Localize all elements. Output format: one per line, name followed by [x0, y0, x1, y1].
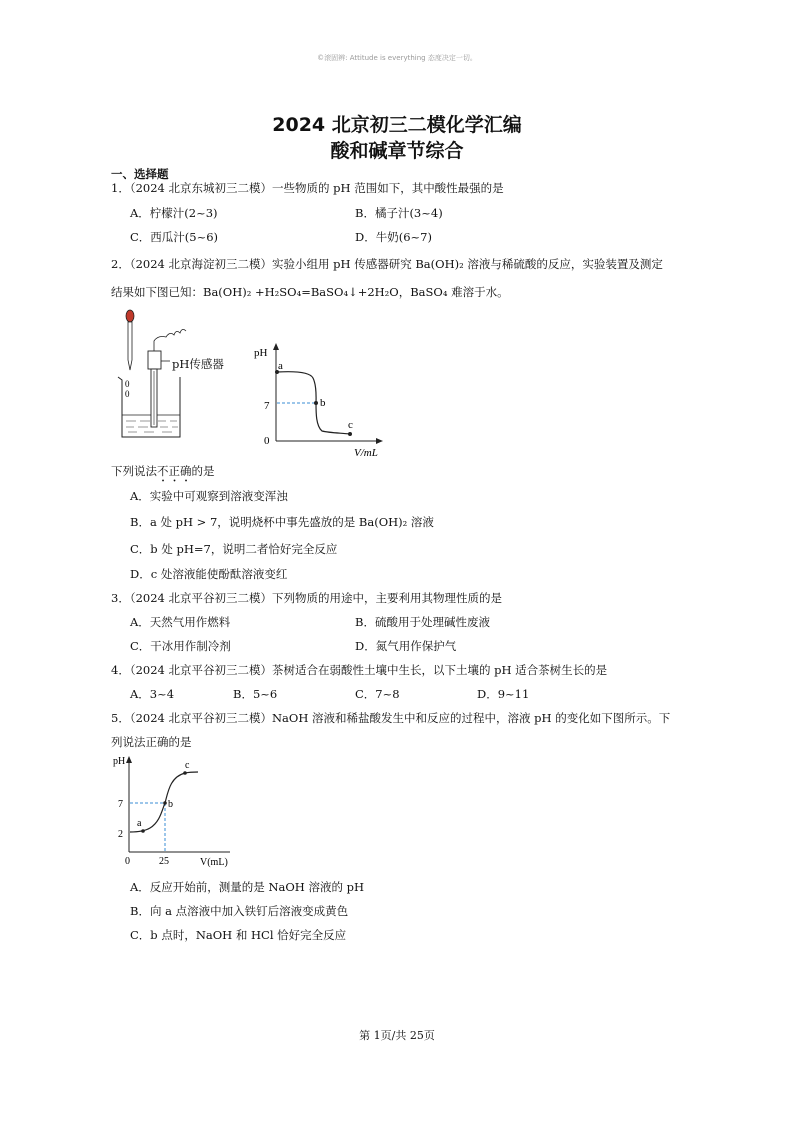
page-number: 第 1页/共 25页: [359, 1029, 435, 1042]
q2-lead-post: 的是: [191, 464, 215, 478]
origin-label: 0: [125, 856, 130, 867]
q4-option-c: C．7~8: [355, 687, 400, 701]
ph-sensor-label: pH传感器: [172, 357, 224, 371]
apparatus-figure: [108, 305, 248, 445]
q4-option-d: D．9~11: [477, 687, 530, 701]
point-b: [163, 801, 167, 805]
q5-stem-line2: 列说法正确的是: [111, 735, 192, 749]
section-heading: 一、选择题: [111, 167, 169, 181]
q4-option-a: A．3~4: [130, 687, 175, 701]
x-axis-label: V/mL: [354, 447, 378, 459]
q4-option-b: B．5~6: [233, 687, 278, 701]
q2-stem-line1: 2．（2024 北京海淀初三二模）实验小组用 pH 传感器研究 Ba(OH)₂ 溶液与稀硫酸的反应，实验装置及测定: [111, 257, 663, 271]
q3-stem: 3．（2024 北京平谷初三二模）下列物质的用途中，主要利用其物理性质的是: [111, 591, 502, 605]
tick-7: 7: [118, 799, 123, 810]
q2-lead-emphasis: 不正确: [157, 464, 192, 478]
point-b: [314, 401, 318, 405]
dropper-tube: [128, 322, 132, 370]
tick-2: 2: [118, 829, 123, 840]
q2-option-b: B．a 处 pH > 7，说明烧杯中事先盛放的是 Ba(OH)₂ 溶液: [130, 515, 434, 529]
point-c-label: c: [185, 760, 190, 771]
svg-text:0: 0: [125, 389, 130, 399]
point-b-label: b: [168, 799, 173, 810]
page-subtitle: 酸和碱章节综合: [330, 140, 464, 162]
q1-option-a: A．柠檬汁(2~3): [130, 206, 218, 220]
q2-ph-graph: [250, 338, 390, 460]
point-c: [183, 771, 187, 775]
q3-option-a: A．天然气用作燃料: [130, 615, 231, 629]
point-a: [141, 829, 145, 833]
tick-25: 25: [159, 856, 169, 867]
q5-ph-graph: [110, 752, 250, 870]
y-axis-label: pH: [113, 756, 126, 767]
point-c-label: c: [348, 419, 353, 431]
dropper-bulb: [126, 310, 134, 322]
x-axis-label: V(mL): [200, 857, 228, 868]
point-a-label: a: [137, 818, 142, 829]
q2-stem-line2: 结果如下图已知：Ba(OH)₂ +H₂SO₄=BaSO₄↓+2H₂O，BaSO₄ 难溶于水。: [111, 285, 509, 299]
point-a-label: a: [278, 360, 283, 372]
point-c: [348, 432, 352, 436]
q1-option-c: C．西瓜汁(5~6): [130, 230, 219, 244]
q3-option-c: C．干冰用作制冷剂: [130, 639, 231, 653]
q1-stem: 1．（2024 北京东城初三二模）一些物质的 pH 范围如下，其中酸性最强的是: [111, 181, 504, 195]
q2-option-a: A．实验中可观察到溶液变浑浊: [130, 489, 288, 503]
q5-option-c: C．b 点时，NaOH 和 HCl 恰好完全反应: [130, 928, 347, 942]
q2-option-c: C．b 处 pH=7，说明二者恰好完全反应: [130, 542, 338, 556]
q1-option-d: D．牛奶(6~7): [355, 230, 432, 244]
q2-lead: [111, 463, 215, 485]
q3-option-b: B．硫酸用于处理碱性废液: [355, 615, 490, 629]
q5-option-b: B．向 a 点溶液中加入铁钉后溶液变成黄色: [130, 904, 349, 918]
q2-lead-pre: 下列说法: [111, 464, 157, 478]
q3-option-d: D．氮气用作保护气: [355, 639, 457, 653]
q5-stem-line1: 5．（2024 北京平谷初三二模）NaOH 溶液和稀盐酸发生中和反应的过程中，溶液 pH 的变化如下图所示。下: [111, 711, 671, 725]
point-b-label: b: [320, 397, 326, 409]
y-axis-label: pH: [254, 347, 268, 359]
origin-label: 0: [264, 435, 270, 447]
page-title: 2024 北京初三二模化学汇编: [272, 114, 522, 136]
ph-sensor-head: [148, 351, 161, 369]
tick-7: 7: [264, 400, 270, 412]
watermark: ©滚固辨: Attitude is everything 态度决定一切。: [317, 54, 477, 62]
q5-option-a: A．反应开始前，测量的是 NaOH 溶液的 pH: [130, 880, 365, 894]
svg-text:0: 0: [125, 379, 130, 389]
q2-option-d: D．c 处溶液能使酚酞溶液变红: [130, 567, 288, 581]
q1-option-b: B．橘子汁(3~4): [355, 206, 443, 220]
q4-stem: 4．（2024 北京平谷初三二模）茶树适合在弱酸性土壤中生长，以下土壤的 pH 适合茶树生长的是: [111, 663, 608, 677]
sensor-cable: [154, 329, 186, 351]
